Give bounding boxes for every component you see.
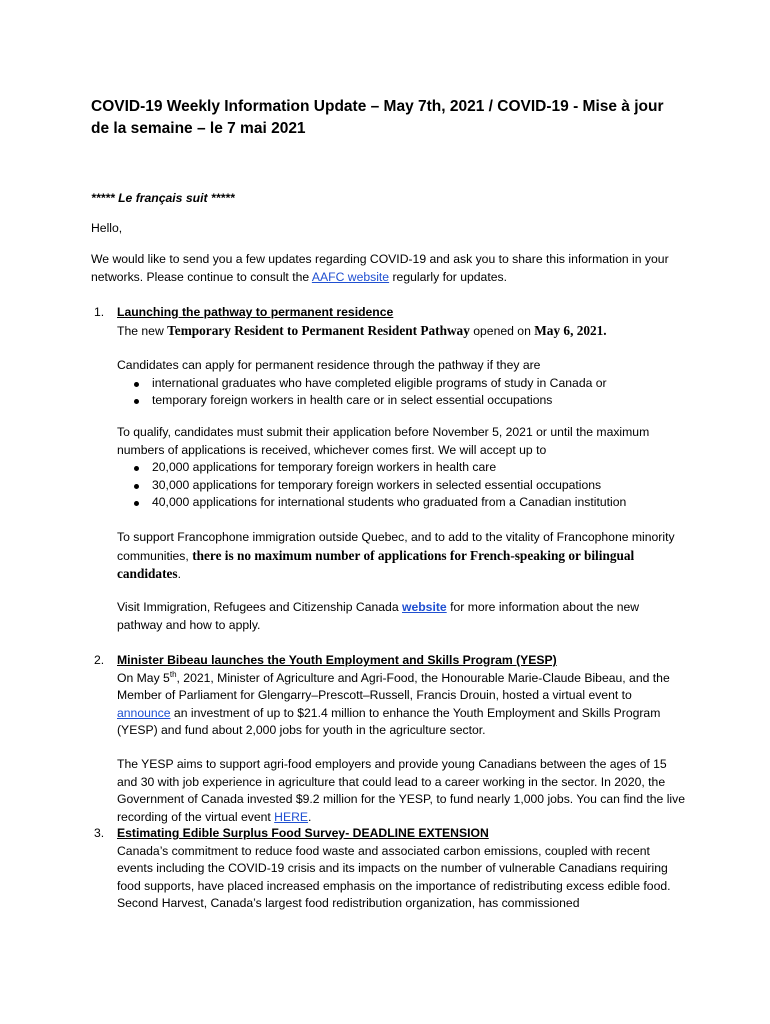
item-2-paragraph-1 <box>117 670 687 740</box>
intro-paragraph <box>91 251 676 286</box>
yesp-text-b: , 2021, Minister of Agriculture and Agri-Food, the Honourable Marie-Claude Bibeau, and the Member of Parliament for Glengarry–Prescott–Russell, Francis Drouin, hosted a virtual event to <box>117 670 670 702</box>
intro-text-after: regularly for updates. <box>389 269 507 284</box>
item-2 <box>117 652 687 740</box>
item-1-heading: Launching the pathway to permanent residence <box>117 305 394 319</box>
francophone-end: . <box>177 567 181 581</box>
item-3-number: 3. <box>94 826 105 840</box>
pathway-open-date: May 6, 2021. <box>534 322 607 338</box>
francophone-text: To support Francophone immigration outside Quebec, and to add to the vitality of Francophone minority communities, <box>117 530 675 563</box>
list-item: 20,000 applications for temporary foreign workers in health care <box>117 459 687 477</box>
list-item: 40,000 applications for international students who graduated from a Canadian institution <box>117 494 687 512</box>
list-item: 30,000 applications for temporary foreign workers in selected essential occupations <box>117 477 687 495</box>
yesp-date-text: On May 5 <box>117 670 170 685</box>
item-2-heading: Minister Bibeau launches the Youth Employment and Skills Program (YESP) <box>117 653 557 667</box>
date-superscript: th <box>169 669 177 679</box>
item-3-heading: Estimating Edible Surplus Food Survey- DEADLINE EXTENSION <box>117 826 489 840</box>
item-2-number: 2. <box>94 653 105 667</box>
aafc-website-link[interactable]: AAFC website <box>311 269 390 284</box>
item-1-number: 1. <box>94 305 105 319</box>
greeting: Hello, <box>91 221 123 235</box>
candidate-bullets <box>117 375 687 410</box>
cap-bullets <box>117 459 687 512</box>
francophone-bold: there is no maximum number of applications for French-speaking or bilingual candidates <box>117 547 635 581</box>
pathway-name: Temporary Resident to Permanent Resident Pathway <box>167 322 470 338</box>
yesp-text-c: an investment of up to $21.4 million to enhance the Youth Employment and Skills Program (YESP) and fund about 2,000 jobs for youth in the agriculture sector. <box>117 705 661 737</box>
candidates-intro: Candidates can apply for permanent residence through the pathway if they are <box>117 358 541 372</box>
item-2-paragraph-2 <box>117 756 687 826</box>
list-item: international graduates who have completed eligible programs of study in Canada or <box>117 375 687 393</box>
qualify-text: To qualify, candidates must submit their application before November 5, 2021 or until the maximum numbers of applications is received, whichever comes first. We will accept up to <box>117 425 650 457</box>
item-1-francophone <box>117 529 687 584</box>
announce-link[interactable]: announce <box>117 705 171 720</box>
pathway-line-pre: The new <box>117 323 168 338</box>
item-3 <box>117 825 687 913</box>
french-note: ***** Le français suit ***** <box>91 191 235 205</box>
item-1-visit <box>117 599 687 634</box>
visit-text-pre: Visit Immigration, Refugees and Citizenship Canada <box>117 600 402 614</box>
ircc-website-link[interactable]: website <box>401 600 447 614</box>
page-title: COVID-19 Weekly Information Update – May 7th, 2021 / COVID-19 - Mise à jour de la semaine – le 7 mai 2021 <box>91 98 664 137</box>
visit-text-post: for more information about the new pathway and how to apply. <box>117 600 640 632</box>
yesp-p2-text: The YESP aims to support agri-food employers and provide young Canadians between the ages of 15 and 30 with job experience in agriculture that could lead to a career working in the sector. In 2020, the Government of Canada invested $9.2 million for the YESP, to fund nearly 1,000 jobs. You can find the live recording of the virtual event <box>117 757 685 824</box>
list-item: temporary foreign workers in health care or in select essential occupations <box>117 392 687 410</box>
item-3-paragraph: Canada’s commitment to reduce food waste and associated carbon emissions, coupled with recent events including the COVID-19 crisis and its impacts on the number of vulnerable Canadians requiring food supports, have placed increased emphasis on the importance of redistributing excess edible food. Second Harvest, Canada’s largest food redistribution organization, has commissioned <box>117 843 671 910</box>
item-1-pathway-line <box>117 322 687 341</box>
recording-here-link[interactable]: HERE <box>274 809 309 824</box>
yesp-p2-end: . <box>308 809 312 824</box>
pathway-line-mid: opened on <box>469 323 535 338</box>
item-1-qualify <box>117 424 687 512</box>
item-1-candidates <box>117 357 687 410</box>
item-1 <box>117 304 687 340</box>
intro-text-before: We would like to send you a few updates regarding COVID-19 and ask you to share this information in your networks. Please continue to consult the <box>91 252 669 284</box>
